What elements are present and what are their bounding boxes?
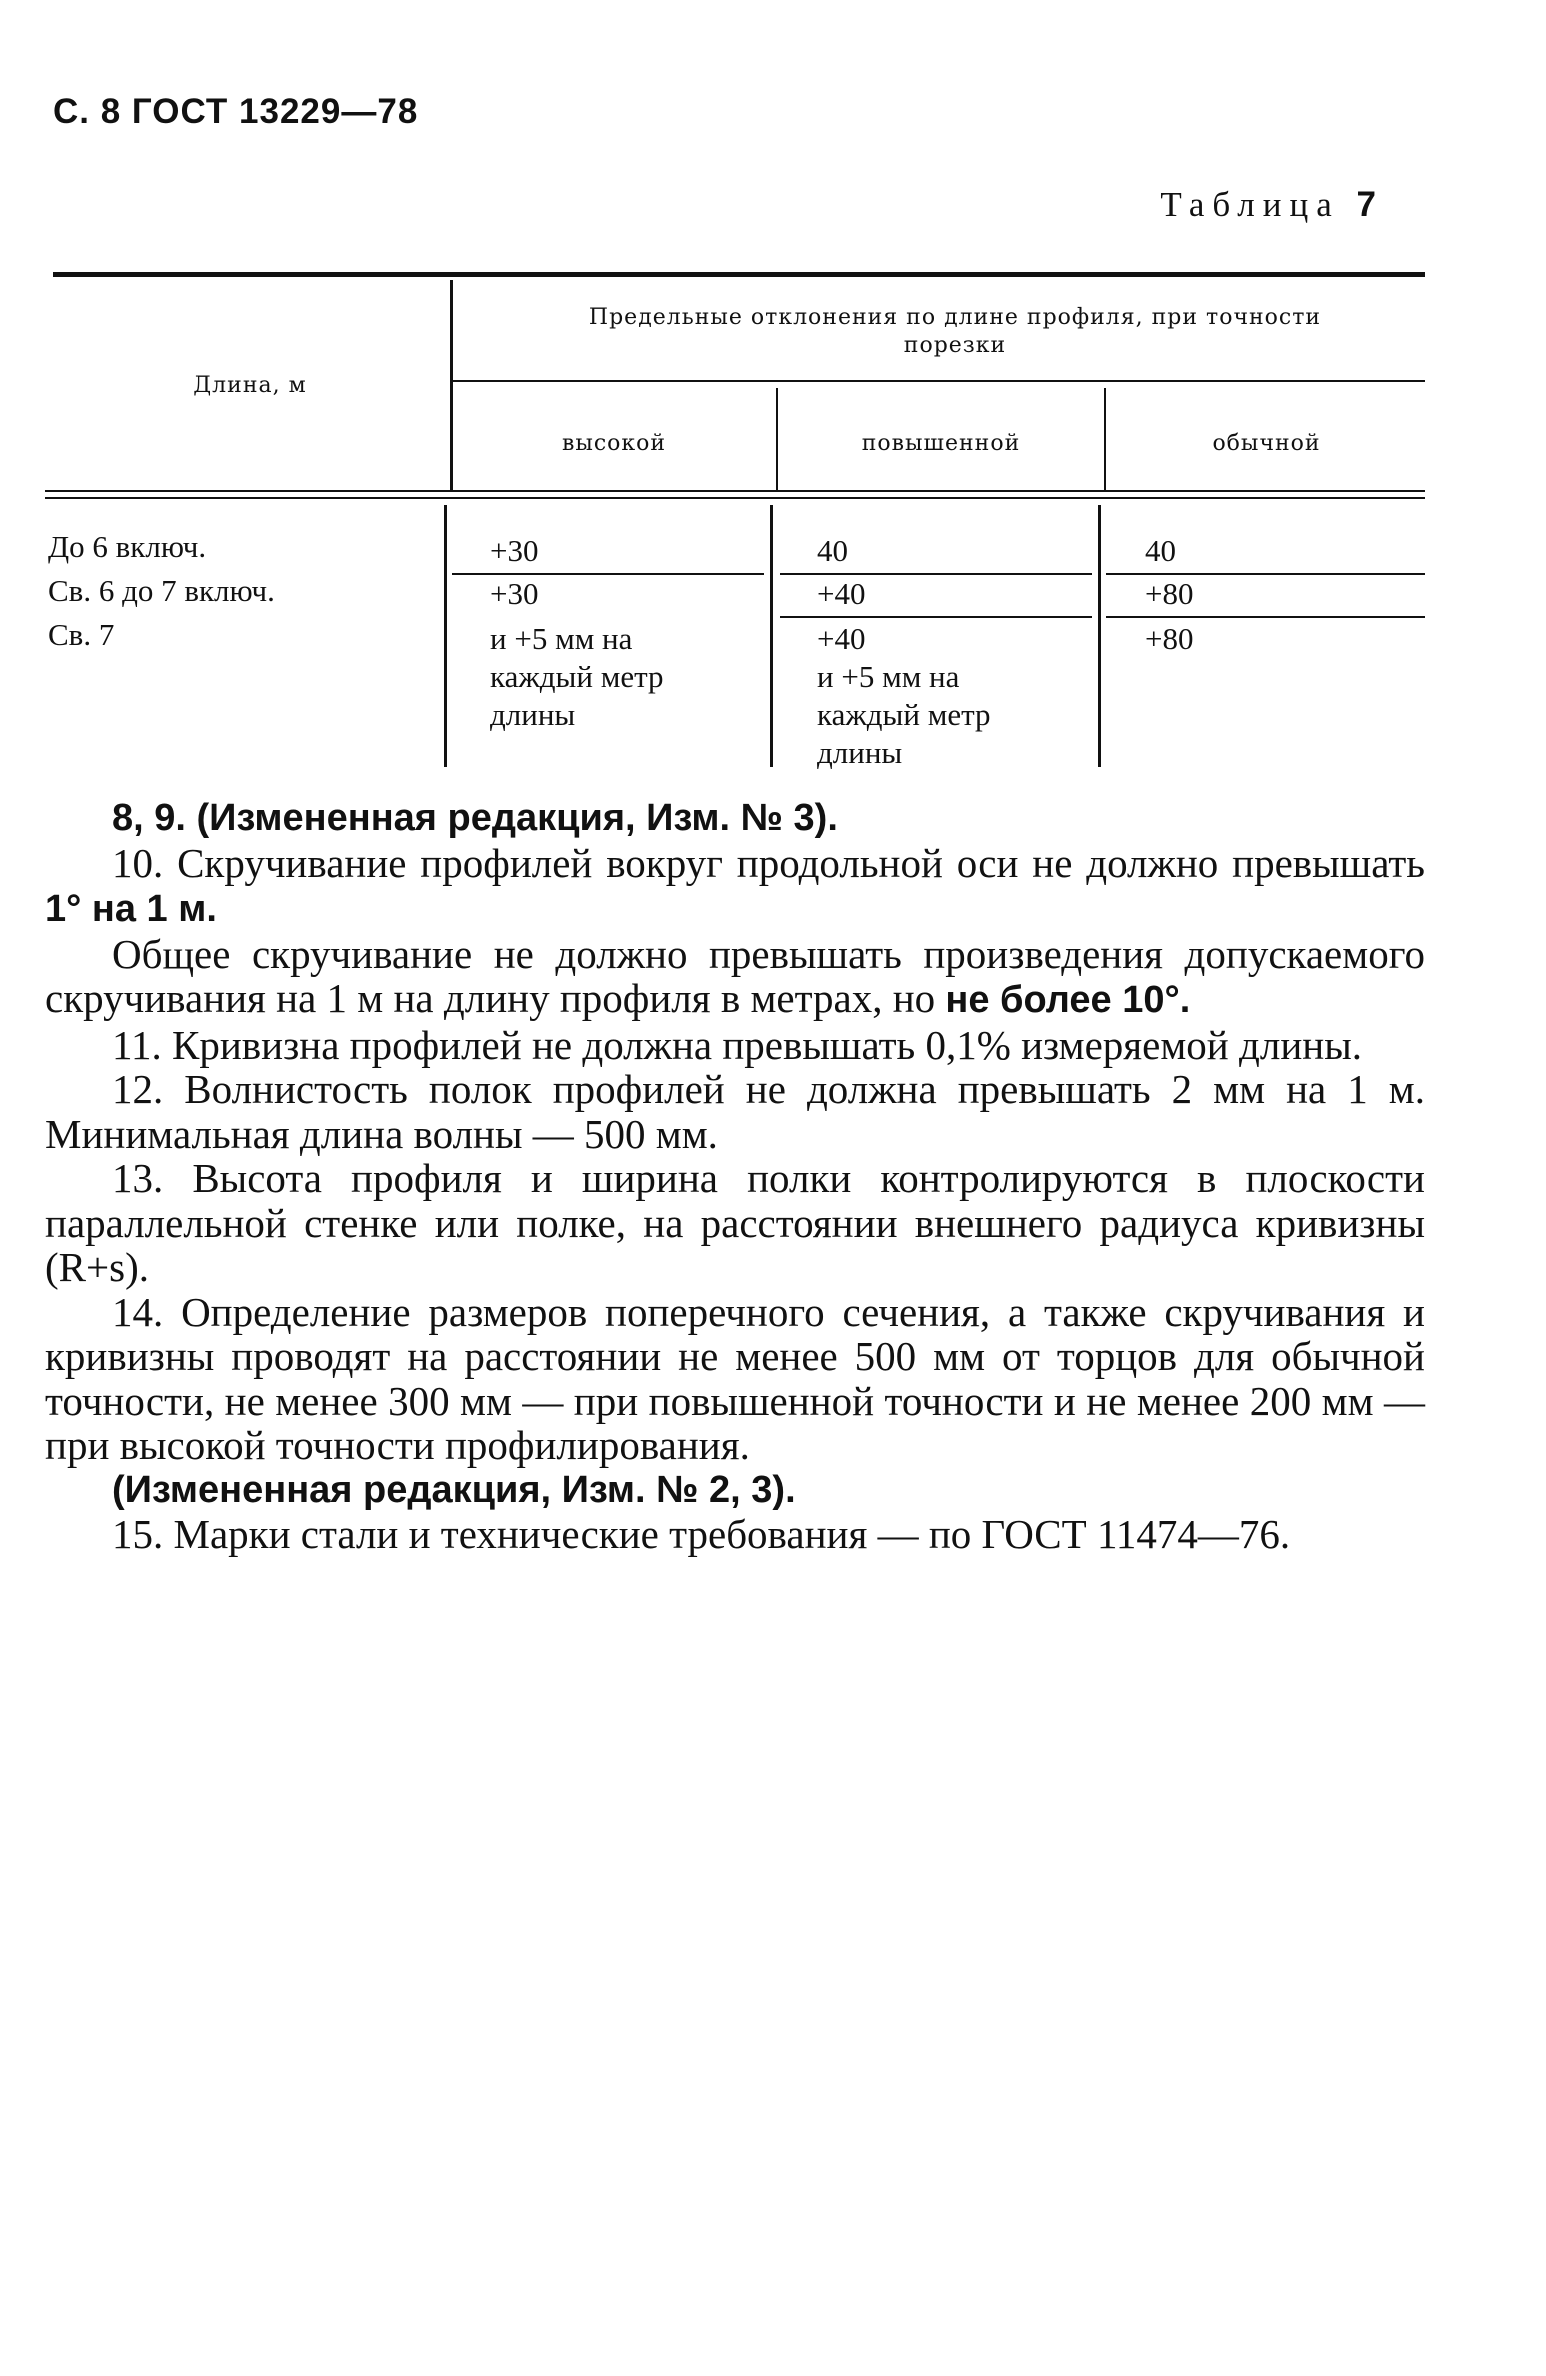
header-bottom-rule-b: [45, 497, 1425, 499]
paragraph: [45, 932, 1425, 1023]
body-vertical-rule-1: [444, 505, 447, 767]
paragraph: 12. Волнистость полок профилей не должна превышать 2 мм на 1 м. Минимальная длина волны — 500 мм.: [45, 1066, 1425, 1157]
row-normal-value: 40: [1145, 533, 1176, 568]
row-raised-note: и +5 мм на каждый метр длины: [817, 659, 991, 770]
row-high-note: и +5 мм на каждый метр длины: [490, 621, 664, 732]
subheader-rule-2: [1104, 388, 1106, 492]
paragraph-bold-text: не более 10°.: [945, 979, 1191, 1021]
row-normal-value: +80: [1145, 621, 1194, 656]
header-vertical-rule: [450, 280, 453, 492]
page-header: С. 8 ГОСТ 13229—78: [53, 92, 419, 131]
subheader-normal: обычной: [1212, 431, 1321, 456]
paragraph: (Измененная редакция, Изм. № 2, 3).: [112, 1468, 796, 1511]
paragraph-text: Общее скручивание не должно превышать произведения допускаемого скручивания на 1 м на длину профиля в метрах, но: [45, 930, 1425, 1021]
table-top-rule: [53, 272, 1425, 277]
row-length: Св. 7: [48, 617, 115, 652]
group-header: Предельные отклонения по длине профиля, при точности порезки: [588, 305, 1322, 358]
paragraph: 11. Кривизна профилей не должна превышать 0,1% измеряемой длины.: [112, 1021, 1362, 1068]
paragraph: [45, 841, 1425, 932]
subheader-high: высокой: [561, 431, 667, 456]
paragraph: 8, 9. (Измененная редакция, Изм. № 3).: [112, 797, 838, 839]
paragraph: 15. Марки стали и технические требования — по ГОСТ 11474—76.: [112, 1511, 1291, 1557]
paragraph: 14. Определение размеров поперечного сечения, а также скручивания и кривизны проводят на расстоянии не менее 500 мм от торцов для обычной точности, не менее 300 мм — при повышенной точности и не менее 200 мм — при высокой точности профилирования.: [45, 1288, 1425, 1468]
row-rule-normal-2: [1106, 616, 1425, 618]
paragraph-text: 10. Скручивание профилей вокруг продольной оси не должно превышать: [112, 839, 1425, 886]
subheader-raised: повышенной: [861, 431, 1021, 456]
row-raised-value: 40: [817, 533, 848, 568]
row-length: До 6 включ.: [48, 529, 207, 564]
row-normal-value: +80: [1145, 576, 1194, 611]
row-rule-raised-2: [780, 616, 1092, 618]
row-raised-value: +40: [817, 576, 866, 611]
group-header-rule: [453, 380, 1425, 382]
subheader-rule-1: [776, 388, 778, 492]
row-high-value: +30: [490, 576, 539, 611]
header-bottom-rule-a: [45, 490, 1425, 492]
paragraph: 13. Высота профиля и ширина полки контролируются в плоскости параллельной стенке или полке, на расстоянии внешнего радиуса кривизны (R+s).: [45, 1155, 1425, 1290]
table-caption-word: Таблица: [1160, 185, 1340, 224]
body-vertical-rule-2: [770, 505, 773, 767]
row-raised-value: +40: [817, 621, 866, 656]
col-length-header: Длина, м: [193, 373, 307, 398]
paragraph-bold-text: 1° на 1 м.: [45, 888, 217, 930]
body-vertical-rule-3: [1098, 505, 1101, 767]
document-body: [45, 796, 1425, 1557]
row-high-value: +30: [490, 533, 539, 568]
table-caption: [1160, 185, 1376, 225]
row-length: Св. 6 до 7 включ.: [48, 573, 275, 608]
table-caption-number: 7: [1356, 185, 1376, 224]
